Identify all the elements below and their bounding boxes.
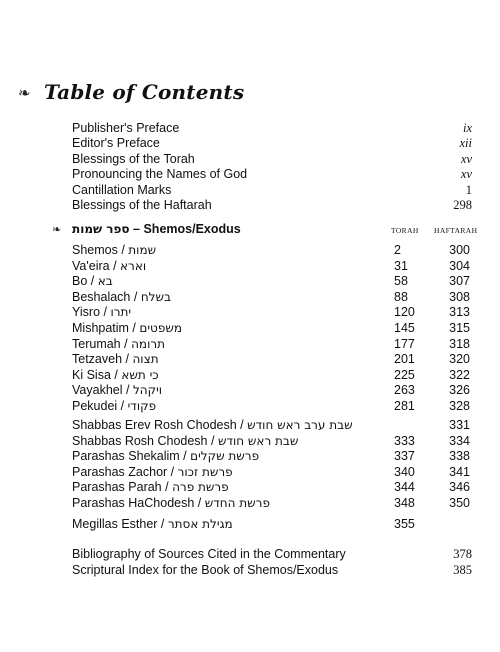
entry-torah-page: 120 (394, 305, 415, 320)
entry-hebrew: כי תשא (121, 367, 159, 382)
section-english: – Shemos/Exodus (133, 222, 241, 236)
entry-torah-page: 225 (394, 367, 415, 382)
entry-hebrew: מגילת אסתר (167, 517, 233, 531)
entry-haftarah-page: 313 (449, 305, 470, 320)
entry-hebrew: תרומה (131, 336, 165, 351)
entry-english: Shabbas Rosh Chodesh / (72, 433, 215, 448)
entry-hebrew: פרשת זכור (177, 464, 233, 479)
entry-english: Shabbas Erev Rosh Chodesh / (72, 418, 244, 432)
section-ornament-icon: ❧ (52, 223, 62, 236)
entry-torah-page: 31 (394, 258, 408, 273)
entry-title: Bibliography of Sources Cited in the Commentary (72, 547, 346, 561)
entry-torah-page: 177 (394, 336, 415, 351)
entry-torah-page: 348 (394, 496, 415, 510)
entry-english: Megillas Esther / (72, 517, 165, 531)
entry-page: xii (459, 136, 472, 151)
entry-haftarah-page: 322 (449, 367, 470, 382)
entry-title (72, 367, 159, 383)
entry-title (72, 417, 353, 433)
entry-haftarah-page: 320 (449, 352, 470, 367)
entry-hebrew: שבת ראש חודש (217, 433, 299, 448)
column-header-torah: TORAH (391, 226, 419, 235)
entry-hebrew: פרשת שקלים (190, 449, 260, 464)
entry-english: Vayakhel / (72, 383, 130, 398)
entry-hebrew: בא (97, 274, 113, 289)
entry-hebrew: יתרו (110, 305, 132, 320)
entry-english: Pekudei / (72, 399, 125, 413)
entry-english: Ki Sisa / (72, 367, 118, 382)
entry-english: Va'eira / (72, 258, 117, 273)
entry-torah-page: 337 (394, 449, 415, 464)
entry-haftarah-page: 326 (449, 383, 470, 398)
entry-title: Editor's Preface (72, 136, 160, 151)
entry-title (72, 448, 259, 464)
page-title: Table of Contents (44, 80, 245, 104)
entry-haftarah-page: 338 (449, 449, 470, 464)
entry-haftarah-page: 315 (449, 321, 470, 335)
entry-title (72, 273, 113, 289)
entry-page: 298 (453, 198, 472, 212)
entry-haftarah-page: 300 (449, 243, 470, 257)
entry-torah-page: 88 (394, 289, 408, 304)
entry-title (72, 304, 131, 320)
column-header-haftarah: HAFTARAH (434, 226, 478, 235)
entry-torah-page: 333 (394, 433, 415, 448)
entry-haftarah-page: 334 (449, 433, 470, 448)
entry-english: Shemos / (72, 243, 125, 257)
section-hebrew: ספר שמות (72, 222, 130, 236)
entry-title (72, 351, 159, 367)
entry-english: Tetzaveh / (72, 352, 129, 367)
entry-english: Terumah / (72, 336, 128, 351)
entry-torah-page: 58 (394, 274, 408, 289)
entry-english: Bo / (72, 274, 95, 289)
entry-title (72, 258, 146, 274)
entry-haftarah-page: 331 (449, 418, 470, 432)
entry-title (72, 242, 156, 258)
entry-page: xv (460, 151, 472, 166)
entry-hebrew: וארא (120, 258, 147, 273)
entry-hebrew: שבת ערב ראש חודש (247, 418, 353, 432)
entry-title (72, 382, 162, 398)
entry-torah-page: 344 (394, 480, 415, 495)
entry-english: Parashas HaChodesh / (72, 496, 202, 510)
entry-haftarah-page: 350 (449, 496, 470, 510)
entry-english: Yisro / (72, 305, 107, 320)
entry-torah-page: 281 (394, 399, 415, 413)
entry-torah-page: 355 (394, 517, 415, 531)
entry-title: Scriptural Index for the Book of Shemos/Exodus (72, 563, 339, 577)
entry-haftarah-page: 318 (449, 336, 470, 351)
entry-hebrew: בשלח (140, 289, 171, 304)
entry-torah-page: 263 (394, 383, 415, 398)
entry-title (72, 433, 298, 449)
entry-page: 1 (465, 182, 472, 197)
entry-title (72, 464, 233, 480)
entry-title (72, 398, 156, 414)
entry-title: Cantillation Marks (72, 182, 172, 197)
entry-title: Publisher's Preface (72, 121, 180, 135)
entry-haftarah-page: 341 (449, 464, 470, 479)
entry-title: Blessings of the Torah (72, 151, 195, 166)
section-heading (72, 222, 241, 236)
entry-english: Parashas Zachor / (72, 464, 175, 479)
entry-title: Blessings of the Haftarah (72, 198, 212, 212)
entry-page: 385 (453, 563, 472, 577)
entry-haftarah-page: 346 (449, 480, 470, 495)
title-ornament-icon: ❧ (18, 84, 31, 102)
entry-title (72, 289, 171, 305)
entry-haftarah-page: 307 (449, 274, 470, 289)
entry-english: Parashas Shekalim / (72, 449, 187, 464)
entry-hebrew: משפטים (139, 321, 182, 335)
entry-title (72, 495, 270, 511)
entry-torah-page: 340 (394, 464, 415, 479)
entry-title: Pronouncing the Names of God (72, 167, 248, 182)
entry-torah-page: 2 (394, 243, 401, 257)
entry-title (72, 479, 229, 495)
entry-english: Mishpatim / (72, 321, 136, 335)
entry-title (72, 516, 233, 532)
entry-hebrew: פרשת החדש (204, 496, 270, 510)
entry-torah-page: 145 (394, 321, 415, 335)
entry-title (72, 336, 165, 352)
entry-haftarah-page: 308 (449, 289, 470, 304)
entry-hebrew: פרשת פרה (172, 480, 229, 495)
entry-hebrew: שמות (128, 243, 157, 257)
entry-hebrew: ויקהל (132, 383, 163, 398)
entry-page: xv (460, 167, 472, 182)
entry-english: Parashas Parah / (72, 480, 169, 495)
entry-title (72, 320, 182, 336)
entry-haftarah-page: 304 (449, 258, 470, 273)
entry-haftarah-page: 328 (449, 399, 470, 413)
entry-hebrew: תצוה (132, 352, 159, 367)
entry-hebrew: פקודי (127, 399, 157, 413)
entry-torah-page: 201 (394, 352, 415, 367)
entry-english: Beshalach / (72, 289, 138, 304)
entry-page: 378 (453, 547, 472, 561)
entry-page: ix (462, 121, 472, 135)
